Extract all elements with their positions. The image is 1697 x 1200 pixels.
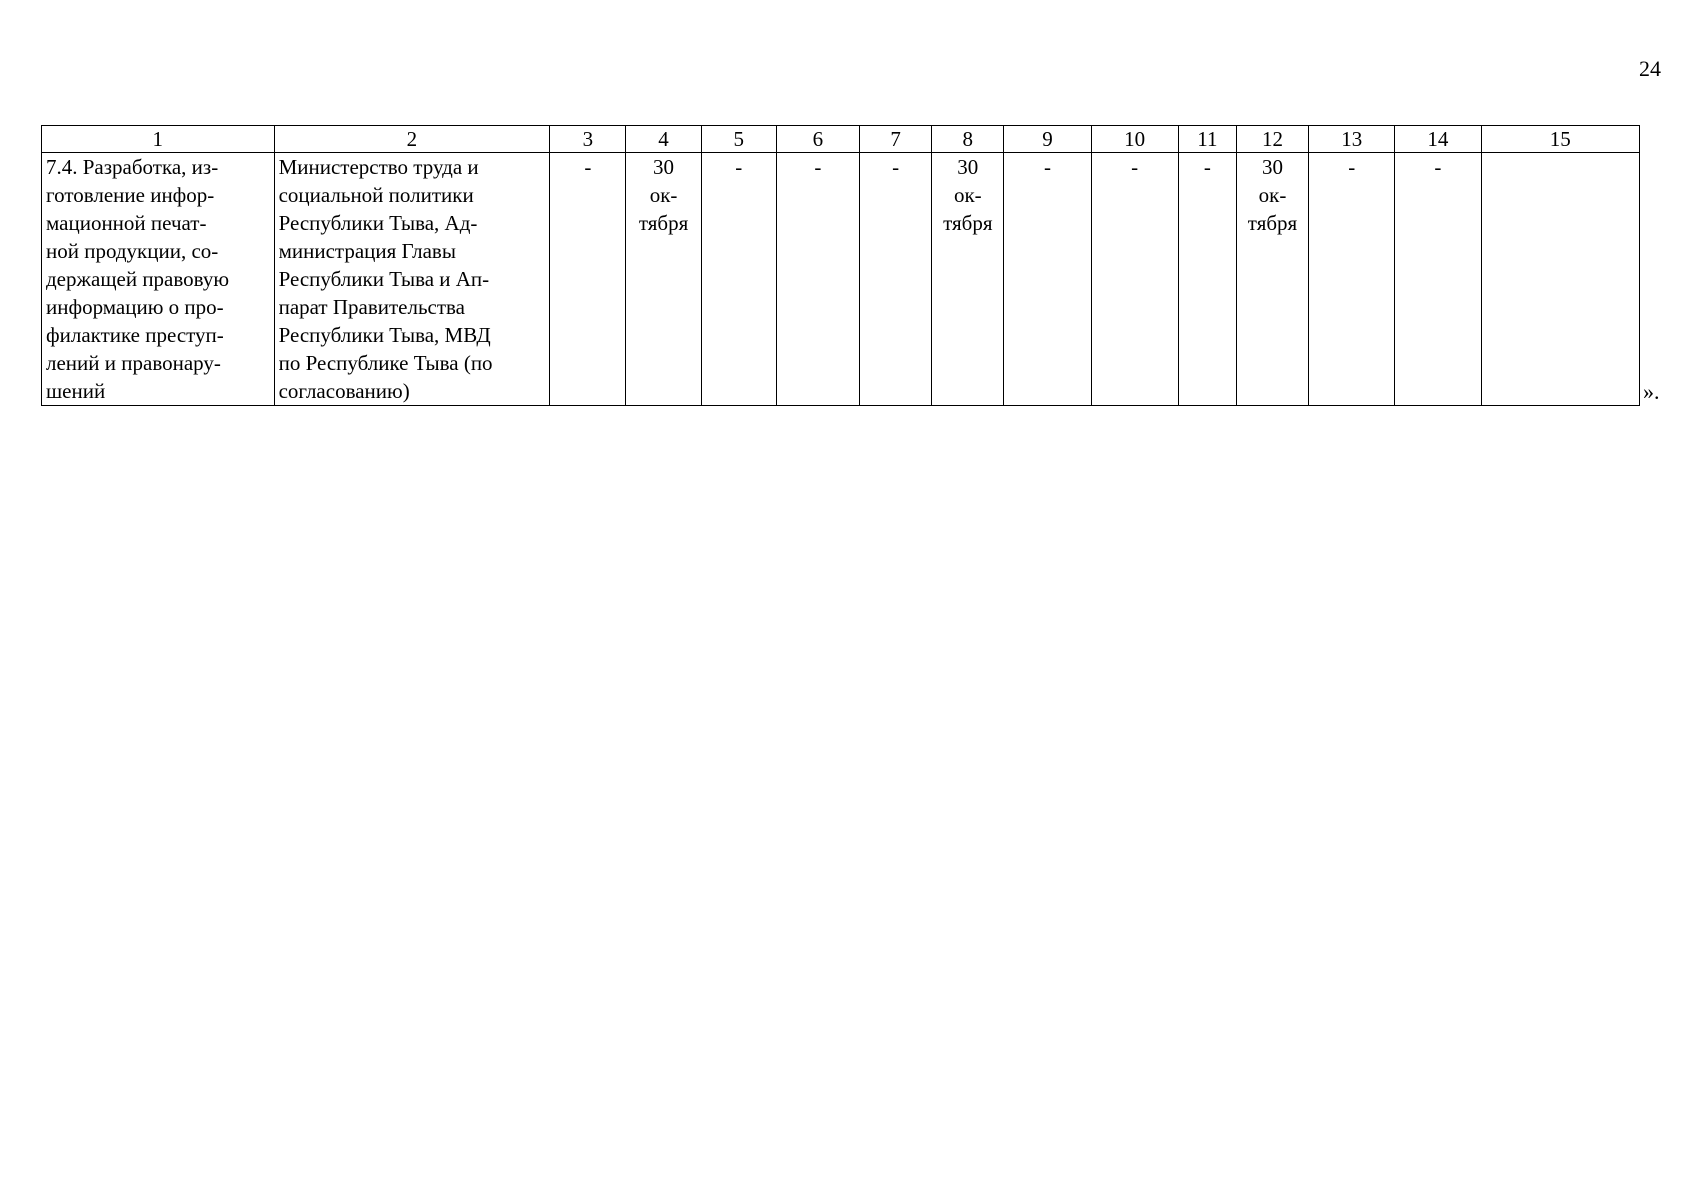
deadline-line: 30 (957, 155, 979, 179)
table-cell: - (1091, 153, 1178, 406)
deadline-line: 30 (653, 155, 675, 179)
executor-line: социальной политики (278, 183, 474, 207)
column-header: 7 (860, 126, 932, 153)
column-header: 6 (776, 126, 859, 153)
table-cell (1481, 153, 1640, 406)
deadline-line: тября (943, 211, 993, 235)
executor-line: парат Правительства (278, 295, 465, 319)
column-header: 2 (274, 126, 550, 153)
activity-line: мационной печат- (46, 211, 207, 235)
table-cell: - (1178, 153, 1236, 406)
column-header: 1 (42, 126, 275, 153)
column-header: 8 (932, 126, 1004, 153)
deadline-line: ок- (953, 183, 982, 207)
column-header: 13 (1309, 126, 1395, 153)
column-header: 15 (1481, 126, 1640, 153)
executor-cell (274, 153, 550, 406)
table-row (42, 153, 1640, 406)
table-cell: - (701, 153, 776, 406)
deadline-line: тября (638, 211, 689, 235)
column-header: 3 (550, 126, 626, 153)
column-header: 11 (1178, 126, 1236, 153)
table-cell: - (1309, 153, 1395, 406)
deadline-line: ок- (649, 183, 678, 207)
executor-line: согласованию) (278, 379, 410, 403)
column-header: 10 (1091, 126, 1178, 153)
program-table (41, 125, 1640, 406)
table-cell: - (860, 153, 932, 406)
column-header: 9 (1004, 126, 1091, 153)
table-cell: - (776, 153, 859, 406)
deadline-cell (932, 153, 1004, 406)
table-cell: - (1004, 153, 1091, 406)
table-cell: - (550, 153, 626, 406)
header-row (42, 126, 1640, 153)
activity-line: лений и правонару- (46, 351, 221, 375)
executor-line: по Республике Тыва (по (278, 351, 493, 375)
activity-line: филактике преступ- (46, 323, 224, 347)
column-header: 4 (626, 126, 701, 153)
activity-cell (42, 153, 275, 406)
activity-line: ной продукции, со- (46, 239, 219, 263)
deadline-line: 30 (1262, 155, 1283, 179)
deadline-line: тября (1247, 211, 1298, 235)
activity-line: шений (46, 379, 106, 403)
executor-line: Министерство труда и (278, 155, 479, 179)
column-header: 14 (1395, 126, 1481, 153)
activity-line: информацию о про- (46, 295, 224, 319)
deadline-line: ок- (1258, 183, 1287, 207)
executor-line: Республики Тыва, МВД (278, 323, 491, 347)
page-number: 24 (1639, 56, 1661, 81)
executor-line: Республики Тыва и Ап- (278, 267, 490, 291)
column-header: 12 (1236, 126, 1308, 153)
deadline-cell (1236, 153, 1308, 406)
table-cell: - (1395, 153, 1481, 406)
activity-line: держащей правовую (46, 267, 230, 291)
activity-line: 7.4. Разработка, из- (46, 155, 219, 179)
executor-line: Республики Тыва, Ад- (278, 211, 478, 235)
closing-quote: ». (1643, 379, 1660, 404)
activity-line: готовление инфор- (46, 183, 215, 207)
column-header: 5 (701, 126, 776, 153)
executor-line: министрация Главы (278, 239, 456, 263)
deadline-cell (626, 153, 701, 406)
